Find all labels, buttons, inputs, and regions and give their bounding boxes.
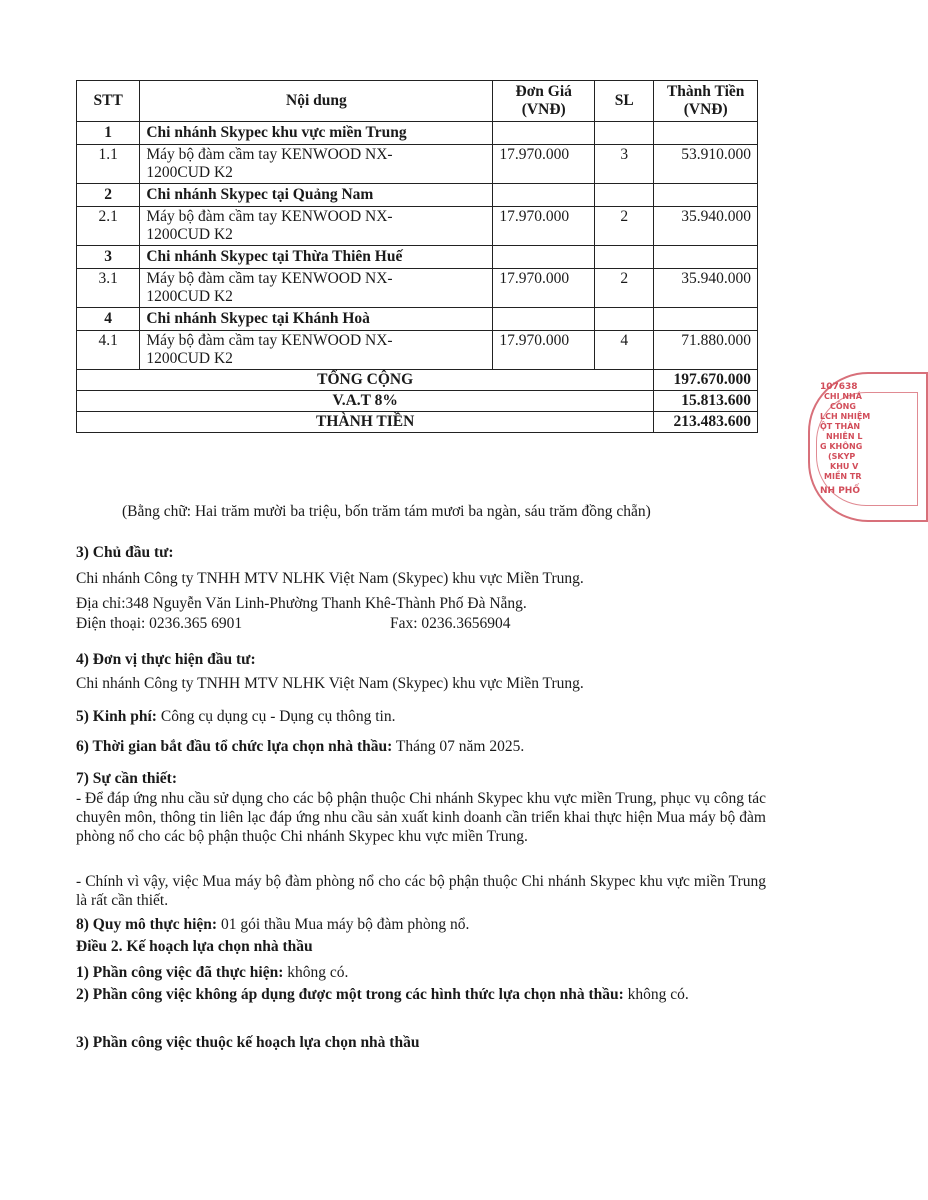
d2-2-text: không có.	[623, 986, 689, 1003]
stamp-line: ỘT THÀN	[820, 422, 861, 431]
s6	[76, 737, 776, 756]
section-stt: 3	[77, 246, 140, 269]
section-row	[77, 122, 758, 145]
header-noi-dung: Nội dung	[140, 81, 493, 122]
item-price: 17.970.000	[493, 269, 595, 308]
item-desc: Máy bộ đàm cầm tay KENWOOD NX- 1200CUD K2	[140, 207, 493, 246]
section-stt: 2	[77, 184, 140, 207]
item-total: 53.910.000	[654, 145, 758, 184]
stamp-line: CÔNG	[830, 402, 856, 411]
empty-cell	[595, 308, 654, 331]
empty-cell	[654, 308, 758, 331]
vat-label: V.A.T 8%	[77, 391, 654, 412]
item-price: 17.970.000	[493, 207, 595, 246]
dieu2-heading: Điều 2. Kế hoạch lựa chọn nhà thầu	[76, 938, 313, 955]
amount-in-words: (Bằng chữ: Hai trăm mười ba triệu, bốn trăm tám mươi ba ngàn, sáu trăm đồng chẵn)	[122, 503, 651, 520]
s6-text: Tháng 07 năm 2025.	[392, 738, 525, 755]
d2-item-2	[76, 982, 776, 1008]
item-total: 35.940.000	[654, 207, 758, 246]
empty-cell	[654, 246, 758, 269]
item-desc: Máy bộ đàm cầm tay KENWOOD NX- 1200CUD K2	[140, 145, 493, 184]
s3-contact	[76, 614, 776, 633]
grand-total-value: 213.483.600	[654, 412, 758, 433]
s4-line1: Chi nhánh Công ty TNHH MTV NLHK Việt Nam (Skypec) khu vực Miền Trung.	[76, 675, 584, 692]
s7-heading: 7) Sự cần thiết:	[76, 770, 177, 787]
empty-cell	[595, 184, 654, 207]
d2-3-heading: 3) Phần công việc thuộc kế hoạch lựa chọn nhà thầu	[76, 1034, 420, 1051]
total-value: 197.670.000	[654, 370, 758, 391]
company-stamp	[808, 372, 928, 522]
s8	[76, 915, 776, 934]
d2-1-heading: 1) Phần công việc đã thực hiện:	[76, 964, 284, 981]
section-title: Chi nhánh Skypec tại Thừa Thiên Huế	[140, 246, 493, 269]
stamp-line: MIỀN TR	[824, 472, 862, 481]
header-don-gia-text: Đơn Giá (VNĐ)	[515, 83, 572, 118]
empty-cell	[493, 184, 595, 207]
header-don-gia	[493, 81, 595, 122]
empty-cell	[654, 122, 758, 145]
s8-text: 01 gói thầu Mua máy bộ đàm phòng nổ.	[217, 916, 470, 933]
cost-table	[76, 80, 758, 433]
item-row	[77, 331, 758, 370]
header-sl: SL	[595, 81, 654, 122]
empty-cell	[595, 246, 654, 269]
section-row	[77, 308, 758, 331]
s6-heading: 6) Thời gian bắt đầu tổ chức lựa chọn nhà thầu:	[76, 738, 393, 755]
stamp-line: CHI NHÁ	[824, 392, 862, 401]
grand-total-row	[77, 412, 758, 433]
stamp-line: LCH NHIỆM	[820, 412, 871, 421]
stamp-line: KHU V	[830, 462, 859, 471]
d2-1-text: không có.	[283, 964, 349, 981]
item-price: 17.970.000	[493, 145, 595, 184]
vat-value: 15.813.600	[654, 391, 758, 412]
vat-row	[77, 391, 758, 412]
stamp-line: NHIÊN L	[826, 432, 863, 441]
item-desc: Máy bộ đàm cầm tay KENWOOD NX- 1200CUD K2	[140, 269, 493, 308]
s3-fax: Fax: 0236.3656904	[390, 615, 511, 632]
s8-heading: 8) Quy mô thực hiện:	[76, 916, 218, 933]
s7-paragraph-1: - Để đáp ứng nhu cầu sử dụng cho các bộ phận thuộc Chi nhánh Skypec khu vực miền Trung, phục vụ công tác chuyên môn, thông tin liên lạc đáp ứng nhu cầu sản xuất kinh doanh cần triển khai thực hiện Mua máy bộ đàm phòng nổ cho các bộ phận thuộc Chi nhánh Skypec khu vực miền Trung.	[76, 790, 766, 845]
s7-paragraph-2: - Chính vì vậy, việc Mua máy bộ đàm phòng nổ cho các bộ phận thuộc Chi nhánh Skypec khu vực miền Trung là rất cần thiết.	[76, 873, 766, 909]
d2-item-1	[76, 963, 776, 982]
section-stt: 1	[77, 122, 140, 145]
d2-2-heading: 2) Phần công việc không áp dụng được một trong các hình thức lựa chọn nhà thầu:	[76, 986, 624, 1003]
s5	[76, 707, 776, 726]
empty-cell	[493, 308, 595, 331]
section-title: Chi nhánh Skypec tại Quảng Nam	[140, 184, 493, 207]
s4-heading: 4) Đơn vị thực hiện đầu tư:	[76, 651, 256, 668]
table-header-row	[77, 81, 758, 122]
item-stt: 4.1	[77, 331, 140, 370]
s5-text: Công cụ dụng cụ - Dụng cụ thông tin.	[156, 708, 396, 725]
header-thanh-tien	[654, 81, 758, 122]
stamp-text	[820, 382, 926, 496]
item-row	[77, 269, 758, 308]
item-stt: 2.1	[77, 207, 140, 246]
empty-cell	[493, 122, 595, 145]
item-qty: 2	[595, 269, 654, 308]
item-qty: 3	[595, 145, 654, 184]
stamp-line: (SKYP	[828, 452, 856, 461]
s5-heading: 5) Kinh phí:	[76, 708, 157, 725]
item-total: 35.940.000	[654, 269, 758, 308]
stamp-line: G KHÔNG	[820, 442, 863, 451]
header-stt: STT	[77, 81, 140, 122]
item-row	[77, 207, 758, 246]
grand-total-label: THÀNH TIỀN	[77, 412, 654, 433]
item-total: 71.880.000	[654, 331, 758, 370]
item-qty: 4	[595, 331, 654, 370]
empty-cell	[493, 246, 595, 269]
empty-cell	[595, 122, 654, 145]
stamp-line: 107638	[820, 382, 858, 392]
item-price: 17.970.000	[493, 331, 595, 370]
empty-cell	[654, 184, 758, 207]
item-qty: 2	[595, 207, 654, 246]
section-row	[77, 184, 758, 207]
item-stt: 3.1	[77, 269, 140, 308]
section-title: Chi nhánh Skypec tại Khánh Hoà	[140, 308, 493, 331]
section-title: Chi nhánh Skypec khu vực miền Trung	[140, 122, 493, 145]
item-stt: 1.1	[77, 145, 140, 184]
s3-phone: Điện thoại: 0236.365 6901	[76, 615, 243, 632]
item-desc: Máy bộ đàm cầm tay KENWOOD NX- 1200CUD K2	[140, 331, 493, 370]
item-row	[77, 145, 758, 184]
header-thanh-tien-text: Thành Tiền (VNĐ)	[666, 83, 745, 118]
s3-heading: 3) Chủ đầu tư:	[76, 544, 174, 561]
stamp-line: NH PHỐ	[820, 486, 860, 496]
s3-address: Địa chỉ:348 Nguyễn Văn Linh-Phường Thanh Khê-Thành Phố Đà Nẵng.	[76, 595, 527, 612]
section-stt: 4	[77, 308, 140, 331]
total-row	[77, 370, 758, 391]
section-row	[77, 246, 758, 269]
s3-line1: Chi nhánh Công ty TNHH MTV NLHK Việt Nam (Skypec) khu vực Miền Trung.	[76, 570, 584, 587]
total-label: TỔNG CỘNG	[77, 370, 654, 391]
